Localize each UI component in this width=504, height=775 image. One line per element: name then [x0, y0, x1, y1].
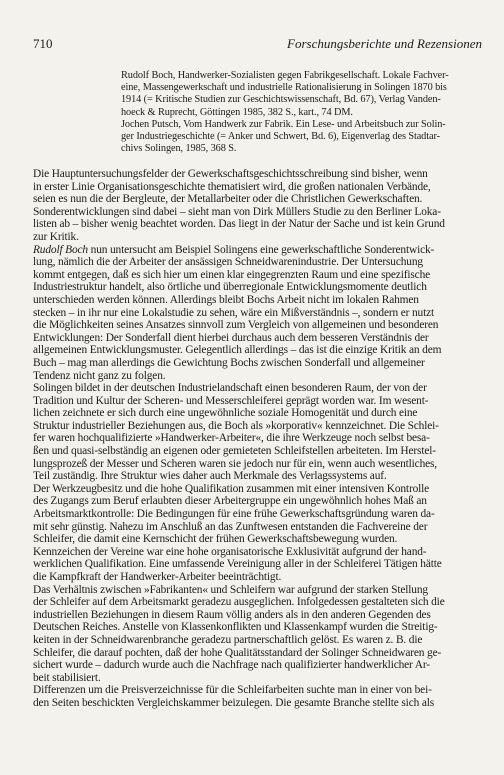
text-line: ßen und quasi-selbständig an eigenen oder gemieteten Schleifstellen arbeiteten. Im Herstel-: [33, 445, 436, 458]
text-line: unterschieden werden können. Allerdings bleibt Bochs Arbeit nicht im lokalen Rahmen: [33, 293, 419, 306]
text-line: stecken – in ihr nur eine Lokalstudie zu sehen, wäre ein Mißverständnis –, sondern er nutzt: [33, 306, 435, 319]
bibliography-line: chivs Solingen, 1985, 368 S.: [121, 143, 237, 155]
text-line: Buch – mag man allerdings die Gewichtung Bochs zwischen Sonderfall und allgemeiner: [33, 356, 425, 369]
paragraph: [33, 546, 485, 584]
running-head: Forschungsberichte und Rezensionen: [287, 36, 482, 51]
text-line: keiten in der Schneidwarenbranche geradezu partnerschaftlich gelöst. Es waren z. B. die: [33, 633, 423, 646]
text-line: Industriestruktur handelt, also örtliche und überregionale Entwicklungsmomente deutlich: [33, 281, 427, 294]
text-line: des Zugangs zum Beruf erlaubten dieser Arbeitergruppe ein ungewöhnlich hohes Maß an: [33, 495, 427, 508]
text-line: Solingen bildet in der deutschen Industrielandschaft einen besonderen Raum, der von der: [33, 382, 427, 395]
text-line: Kennzeichen der Vereine war eine hohe organisatorische Exklusivität aufgrund der hand-: [33, 545, 427, 558]
text-line: fer waren hochqualifizierte »Handwerker-Arbeiter«, die ihre Werkzeuge noch selbst besa-: [33, 432, 430, 445]
text-line: industriellen Beziehungen in diesem Raum völlig anders als in den anderen Gegenden des: [33, 608, 431, 621]
bibliography-line: eine, Massengewerkschaft und industrielle Rationalisierung in Solingen 1870 bis: [121, 82, 447, 94]
text-line: lung, nämlich die der Arbeiter der ansässigen Schneidwarenindustrie. Der Untersuchung: [33, 256, 423, 269]
paragraph: [33, 244, 485, 383]
article-body: [33, 168, 485, 710]
text-line: die Kampfkraft der Handwerker-Arbeiter beeinträchtigt.: [33, 571, 282, 583]
author-name: Rudolf Boch: [33, 243, 88, 256]
bibliography-line: 1914 (= Kritische Studien zur Geschichtswissenschaft, Bd. 67), Verlag Vanden-: [121, 94, 441, 106]
text-line: Struktur industrieller Beziehungen aus, die Boch als »korporativ« kennzeichnet. Die Schlei-: [33, 419, 439, 432]
text-line: Schleifer, die darauf pochten, daß der hohe Qualitätsstandard der Solinger Schneidwaren ge-: [33, 646, 442, 659]
text-line: Teil zuständig. Ihre Struktur wies daher auch Merkmale des Verlagssystems auf.: [33, 470, 387, 483]
text-line: Entwicklungen: Der Sonderfall dient hierbei durchaus auch dem besseren Verständnis der: [33, 331, 429, 344]
bibliography-line: ger Industriegeschichte (= Anker und Schwert, Bd. 6), Eigenverlag des Stadtar-: [121, 131, 440, 143]
text-line: Deutschen Reiches. Anstelle von Klassenkonflikten und Klassenkampf wurden die Streitig-: [33, 621, 438, 634]
text-line: Sonderentwicklungen sind dabei – sieht man von Dirk Müllers Studie zu den Berliner Loka-: [33, 205, 441, 218]
page-number: 710: [33, 36, 53, 51]
text-line: Die Hauptuntersuchungsfelder der Gewerkschaftsgeschichtsschreibung sind bisher, wenn: [33, 168, 428, 180]
paragraph: [33, 483, 485, 546]
paragraph: [33, 584, 485, 685]
text-line: der Schleifer auf dem Arbeitsmarkt geradezu ausgeglichen. Infolgedessen gestalteten sich die: [33, 596, 445, 609]
text-line: allgemeinen Entwicklungsmuster. Gelegentlich allerdings – das ist die einzige Kritik an dem: [33, 344, 442, 357]
text-line: werklichen Qualifikation. Eine umfassende Vereinigung aller in der Schleiferei Tätigen hätte: [33, 558, 442, 571]
text-line: den Seiten beschickten Vergleichskammer beizulegen. Die gesamte Branche stellte sich als: [33, 696, 435, 709]
bibliography-block: [121, 70, 485, 155]
text-line: Der Werkzeugbesitz und die hohe Qualifikation zusammen mit einer intensiven Kontrolle: [33, 482, 430, 495]
text-line: lungsprozeß der Messer und Scheren waren sie jedoch nur für ein, wenn auch wesentliches,: [33, 457, 437, 470]
paragraph: [33, 382, 485, 483]
text-line: in erster Linie Organisationsgeschichte thematisiert wird, die großen nationalen Verbände,: [33, 180, 431, 193]
text-line: sichert wurde – dadurch wurde auch die Nachfrage nach qualifizierter handwerklicher Ar-: [33, 659, 430, 672]
bibliography-line: Jochen Putsch, Vom Handwerk zur Fabrik. Ein Lese- und Arbeitsbuch zur Solin-: [121, 118, 446, 130]
text-line: Arbeitsmarktkontrolle: Die Bedingungen für eine frühe Gewerkschaftsgründung waren da-: [33, 508, 435, 521]
text-line: die Möglichkeiten seines Ansatzes sinnvoll zum Vergleich von allgemeinen und besonderen: [33, 319, 439, 332]
page-header: [33, 36, 482, 54]
text-line: listen ab – bisher wenig beachtet worden. Das liegt in der Natur der Sache und ist kein Grund: [33, 218, 445, 231]
text-line: Schleifer, die damit eine Kernschicht der frühen Gewerkschaftsbewegung wurden.: [33, 533, 398, 546]
text-line: mit sehr günstig. Nahezu im Anschluß an das Zunftwesen entstanden die Fachvereine der: [33, 520, 428, 533]
paragraph: [33, 168, 485, 244]
text-line: zur Kritik.: [33, 230, 79, 243]
text-line: beit stabilisiert.: [33, 671, 101, 684]
paragraph: [33, 684, 485, 709]
text-line: seien es nun die der Bergleute, der Metallarbeiter oder die Christlichen Gewerkschaften.: [33, 193, 423, 206]
text-line: kommt entgegen, daß es sich hier um einen klar eingegrenzten Raum und eine spezifische: [33, 268, 431, 281]
text-line: Differenzen um die Preisverzeichnisse für die Schleifarbeiten suchte man in einer von bei-: [33, 684, 432, 697]
text-span: nun untersucht am Beispiel Solingens eine gewerkschaftliche Sonderentwick-: [87, 243, 435, 256]
text-line: Tendenz nicht ganz zu folgen.: [33, 369, 166, 382]
text-line: Das Verhältnis zwischen »Fabrikanten« und Schleifern war aufgrund der starken Stellung: [33, 583, 428, 596]
text-line: Tradition und Kultur der Scheren- und Messerschleiferei geprägt worden war. Im wesent-: [33, 394, 429, 407]
text-line: [33, 244, 485, 257]
bibliography-line: Rudolf Boch, Handwerker-Sozialisten gegen Fabrikgesellschaft. Lokale Fachver-: [121, 70, 449, 81]
text-line: lichen zeichnete er sich durch eine ungewöhnliche soziale Homogenität und durch eine: [33, 407, 418, 420]
bibliography-line: hoeck & Ruprecht, Göttingen 1985, 382 S., kart., 74 DM.: [121, 106, 353, 118]
